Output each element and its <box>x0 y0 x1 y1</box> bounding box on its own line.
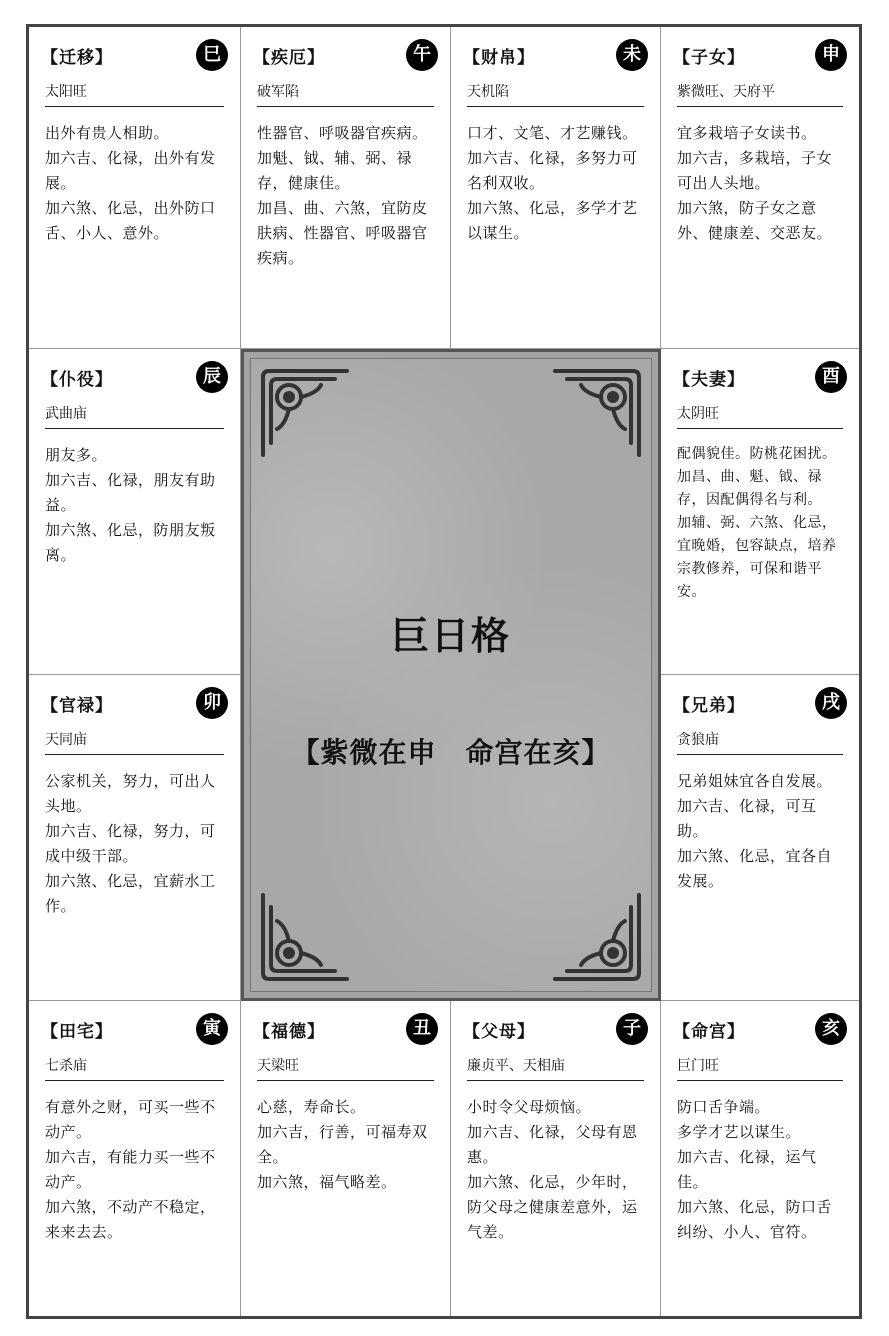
palace-name: 【夫妻】 <box>673 370 745 390</box>
desc-line: 加六吉，行善，可福寿双全。 <box>257 1123 428 1166</box>
star-line: 天梁旺 <box>257 1051 434 1081</box>
palace-name: 【疾厄】 <box>253 48 325 68</box>
desc-line: 加六吉、化禄，多努力可名利双收。 <box>467 149 638 192</box>
desc-line: 加六吉、化禄，努力，可成中级干部。 <box>45 822 216 865</box>
center-panel <box>241 349 661 1001</box>
desc-line: 多学才艺以谋生。 <box>677 1123 802 1141</box>
desc-line: 加六煞、化忌，少年时，防父母之健康差意外，运气差。 <box>467 1173 638 1241</box>
star-line: 破军陷 <box>257 77 434 107</box>
desc-line: 加六煞，防子女之意外、健康差、交恶友。 <box>677 199 833 242</box>
earthly-branch-badge: 申 <box>815 39 847 71</box>
desc-line: 加六煞、化忌，宜薪水工作。 <box>45 872 216 915</box>
star-line: 天同庙 <box>45 725 224 755</box>
desc-line: 加六煞、化忌，宜各自发展。 <box>677 847 833 890</box>
palace-name: 【子女】 <box>673 48 745 68</box>
earthly-branch-badge: 未 <box>616 39 648 71</box>
cloud-scroll-ornament-icon <box>547 887 647 987</box>
desc-line: 兄弟姐妹宜各自发展。 <box>677 772 833 790</box>
desc-line: 加六吉，多栽培，子女可出人头地。 <box>677 149 833 192</box>
earthly-branch-badge: 巳 <box>196 39 228 71</box>
star-line: 廉贞平、天相庙 <box>467 1051 644 1081</box>
desc-line: 加六煞、化忌，防口舌纠纷、小人、官符。 <box>677 1198 833 1241</box>
palace-description <box>45 1095 224 1245</box>
desc-line: 防口舌争端。 <box>677 1098 771 1116</box>
desc-line: 口才、文笔、才艺赚钱。 <box>467 124 638 142</box>
star-line: 太阴旺 <box>677 399 843 429</box>
palace-cell-fude <box>241 1001 451 1316</box>
palace-cell-puyi <box>29 349 241 675</box>
earthly-branch-badge: 午 <box>406 39 438 71</box>
star-line: 太阳旺 <box>45 77 224 107</box>
earthly-branch-badge: 亥 <box>815 1013 847 1045</box>
earthly-branch-badge: 卯 <box>196 687 228 719</box>
pattern-title: 巨日格 <box>390 613 511 658</box>
palace-name: 【仆役】 <box>41 370 113 390</box>
palace-description <box>677 121 843 246</box>
palace-cell-fuqi <box>661 349 859 675</box>
desc-line: 加六吉、化禄，出外有发展。 <box>45 149 216 192</box>
cloud-scroll-ornament-icon <box>547 363 647 463</box>
palace-description <box>45 443 224 568</box>
desc-line: 配偶貌佳。防桃花困扰。 <box>677 446 837 462</box>
earthly-branch-badge: 戌 <box>815 687 847 719</box>
palace-cell-caibo <box>451 27 661 349</box>
palace-cell-xiongdi <box>661 675 859 1001</box>
palace-name: 【官禄】 <box>41 696 113 716</box>
palace-description <box>467 121 644 246</box>
palace-cell-tianzhai <box>29 1001 241 1316</box>
desc-line: 加六吉、化禄，父母有恩惠。 <box>467 1123 638 1166</box>
star-line: 贪狼庙 <box>677 725 843 755</box>
earthly-branch-badge: 子 <box>616 1013 648 1045</box>
palace-cell-qianyi <box>29 27 241 349</box>
palace-description <box>467 1095 644 1245</box>
desc-line: 加六煞、化忌，多学才艺以谋生。 <box>467 199 638 242</box>
earthly-branch-badge: 丑 <box>406 1013 438 1045</box>
palace-description <box>257 121 434 271</box>
desc-line: 加六煞、化忌，防朋友叛离。 <box>45 521 216 564</box>
chart-frame <box>26 24 862 1319</box>
palace-description <box>257 1095 434 1195</box>
desc-line: 性器官、呼吸器官疾病。 <box>257 124 428 142</box>
desc-line: 加魁、钺、辅、弼、禄存，健康佳。 <box>257 149 413 192</box>
palace-name: 【兄弟】 <box>673 696 745 716</box>
desc-line: 公家机关，努力，可出人头地。 <box>45 772 216 815</box>
palace-description <box>45 121 224 246</box>
star-line: 紫微旺、天府平 <box>677 77 843 107</box>
desc-line: 加六吉、化禄，运气佳。 <box>677 1148 817 1191</box>
palace-cell-zinv <box>661 27 859 349</box>
desc-line: 加六吉、化禄，可互助。 <box>677 797 817 840</box>
desc-line: 加辅、弼、六煞、化忌，宜晚婚，包容缺点，培养宗教修养，可保和谐平安。 <box>677 515 837 600</box>
palace-description <box>677 769 843 894</box>
palace-name: 【财帛】 <box>463 48 535 68</box>
palace-cell-minggong <box>661 1001 859 1316</box>
earthly-branch-badge: 酉 <box>815 361 847 393</box>
earthly-branch-badge: 辰 <box>196 361 228 393</box>
palace-name: 【福德】 <box>253 1022 325 1042</box>
desc-line: 加昌、曲、六煞，宜防皮肤病、性器官、呼吸器官疾病。 <box>257 199 428 267</box>
desc-line: 加六吉、化禄，朋友有助益。 <box>45 471 216 514</box>
star-line: 武曲庙 <box>45 399 224 429</box>
star-line: 天机陷 <box>467 77 644 107</box>
palace-name: 【田宅】 <box>41 1022 113 1042</box>
desc-line: 有意外之财，可买一些不动产。 <box>45 1098 216 1141</box>
desc-line: 加昌、曲、魁、钺、禄存，因配偶得名与利。 <box>677 469 822 508</box>
palace-description <box>45 769 224 919</box>
palace-name: 【迁移】 <box>41 48 113 68</box>
star-line: 七杀庙 <box>45 1051 224 1081</box>
palace-cell-jie <box>241 27 451 349</box>
palace-name: 【命宫】 <box>673 1022 745 1042</box>
desc-line: 加六煞，不动产不稳定，来来去去。 <box>45 1198 216 1241</box>
pattern-subtitle: 【紫微在申 命宫在亥】 <box>291 736 611 769</box>
desc-line: 加六煞，福气略差。 <box>257 1173 397 1191</box>
cloud-scroll-ornament-icon <box>255 887 355 987</box>
palace-name: 【父母】 <box>463 1022 535 1042</box>
desc-line: 小时令父母烦恼。 <box>467 1098 592 1116</box>
palace-description <box>677 443 843 604</box>
desc-line: 宜多栽培子女读书。 <box>677 124 817 142</box>
cloud-scroll-ornament-icon <box>255 363 355 463</box>
desc-line: 加六吉，有能力买一些不动产。 <box>45 1148 216 1191</box>
desc-line: 朋友多。 <box>45 446 108 464</box>
desc-line: 心慈，寿命长。 <box>257 1098 366 1116</box>
palace-cell-fumu <box>451 1001 661 1316</box>
palace-description <box>677 1095 843 1245</box>
desc-line: 加六煞、化忌，出外防口舌、小人、意外。 <box>45 199 216 242</box>
desc-line: 出外有贵人相助。 <box>45 124 170 142</box>
star-line: 巨门旺 <box>677 1051 843 1081</box>
earthly-branch-badge: 寅 <box>196 1013 228 1045</box>
palace-cell-guanlu <box>29 675 241 1001</box>
center-panel-inner <box>250 358 652 992</box>
